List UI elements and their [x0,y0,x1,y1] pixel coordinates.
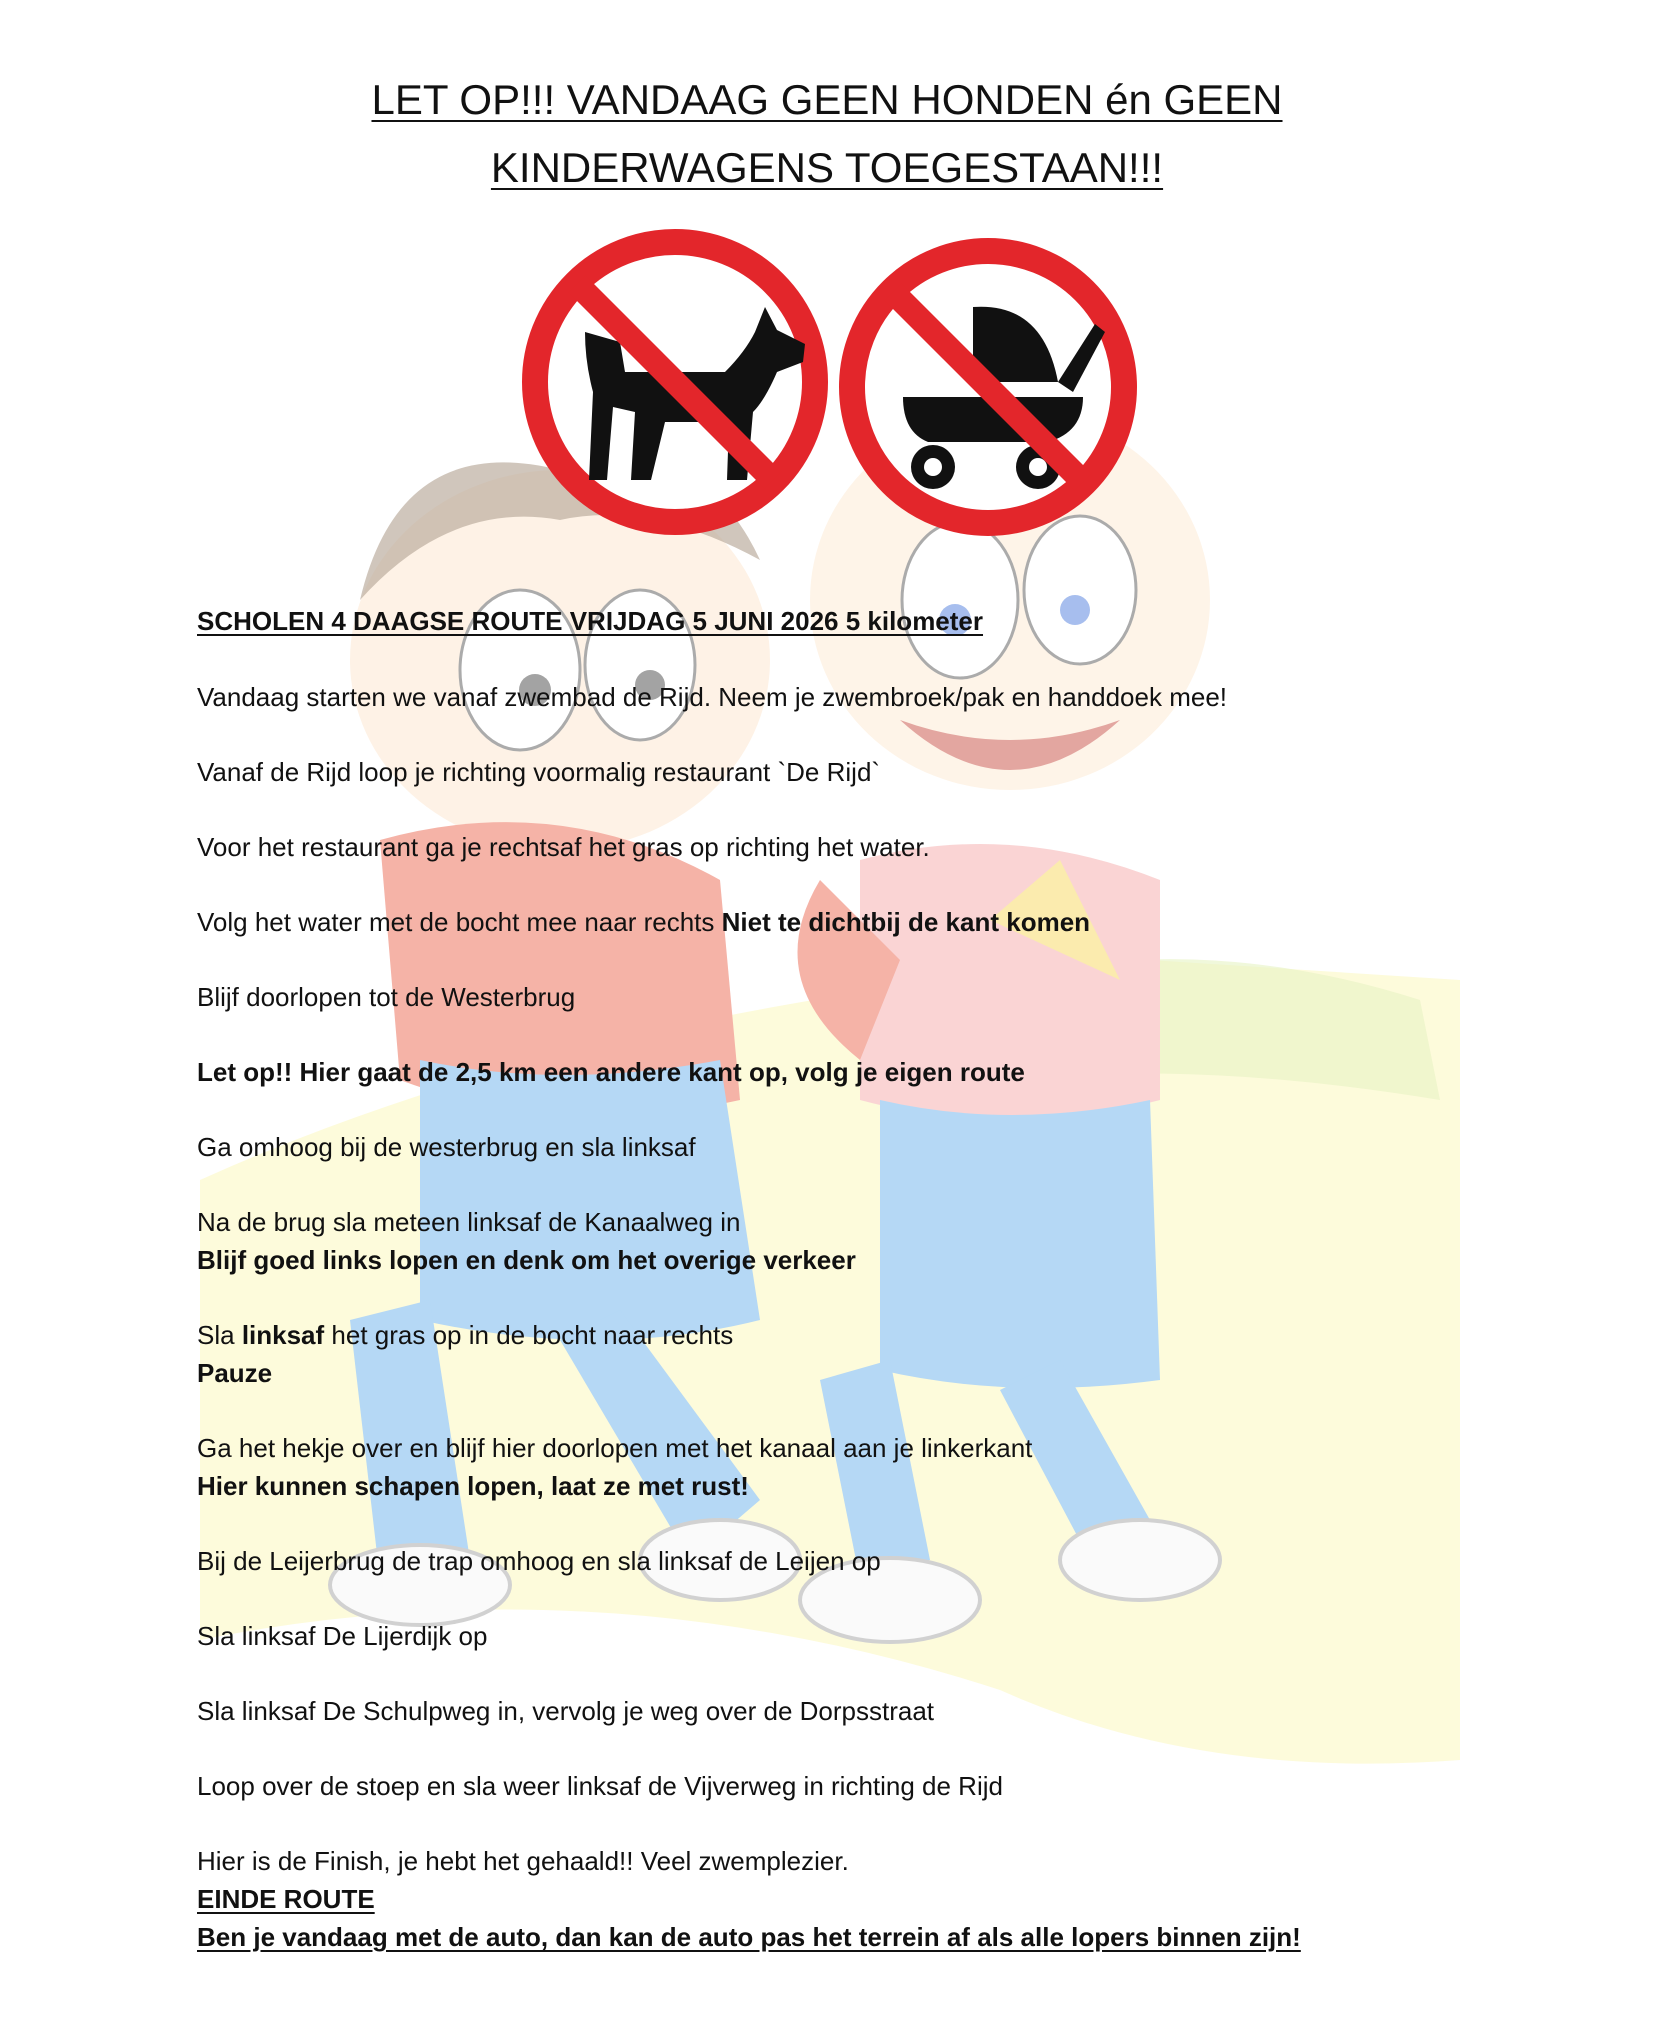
route-line: Na de brug sla meteen linksaf de Kanaalweg in [197,1207,741,1237]
route-line: Bij de Leijerbrug de trap omhoog en sla linksaf de Leijen op [197,1546,881,1576]
route-line-emphasis: linksaf [241,1320,325,1350]
route-line: Hier is de Finish, je hebt het gehaald!! Veel zwemplezier. [197,1846,849,1876]
route-line: Sla linksaf De Schulpweg in, vervolg je weg over de Dorpsstraat [197,1696,935,1726]
route-line-text: het gras op in de bocht naar rechts [331,1320,734,1350]
no-dogs-icon [515,222,835,542]
route-line: Blijf doorlopen tot de Westerbrug [197,982,576,1012]
route-line-text: Sla [197,1320,235,1350]
route-line: Voor het restaurant ga je rechtsaf het gras op richting het water. [197,832,930,862]
route-line [197,905,1090,939]
warning-title-line-1: LET OP!!! VANDAAG GEEN HONDEN én GEEN [371,76,1283,123]
route-line [197,1318,733,1352]
route-end: EINDE ROUTE [197,1884,375,1914]
route-line-warning: Hier kunnen schapen lopen, laat ze met rust! [197,1471,749,1501]
route-line: Ga het hekje over en blijf hier doorlopen met het kanaal aan je linkerkant [197,1433,1033,1463]
route-car-notice: Ben je vandaag met de auto, dan kan de auto pas het terrein af als alle lopers binnen zijn! [197,1922,1301,1952]
route-line: Vandaag starten we vanaf zwembad de Rijd. Neem je zwembroek/pak en handdoek mee! [197,682,1227,712]
warning-title-line-2: KINDERWAGENS TOEGESTAAN!!! [490,144,1164,191]
route-line-pause: Pauze [197,1358,273,1388]
route-line: Sla linksaf De Lijerdijk op [197,1621,488,1651]
route-line: Loop over de stoep en sla weer linksaf de Vijverweg in richting de Rijd [197,1771,1003,1801]
route-line-warning: Blijf goed links lopen en denk om het overige verkeer [197,1245,856,1275]
route-line: Vanaf de Rijd loop je richting voormalig restaurant `De Rijd` [197,757,881,787]
route-line-warning: Niet te dichtbij de kant komen [721,907,1091,937]
route-line: Ga omhoog bij de westerbrug en sla linksaf [197,1132,696,1162]
no-stroller-icon [833,232,1143,542]
route-line-warning: Let op!! Hier gaat de 2,5 km een andere kant op, volg je eigen route [197,1057,1025,1087]
route-line-text: Volg het water met de bocht mee naar rechts [197,907,715,937]
route-heading: SCHOLEN 4 DAAGSE ROUTE VRIJDAG 5 JUNI 2026 5 kilometer [197,606,984,636]
